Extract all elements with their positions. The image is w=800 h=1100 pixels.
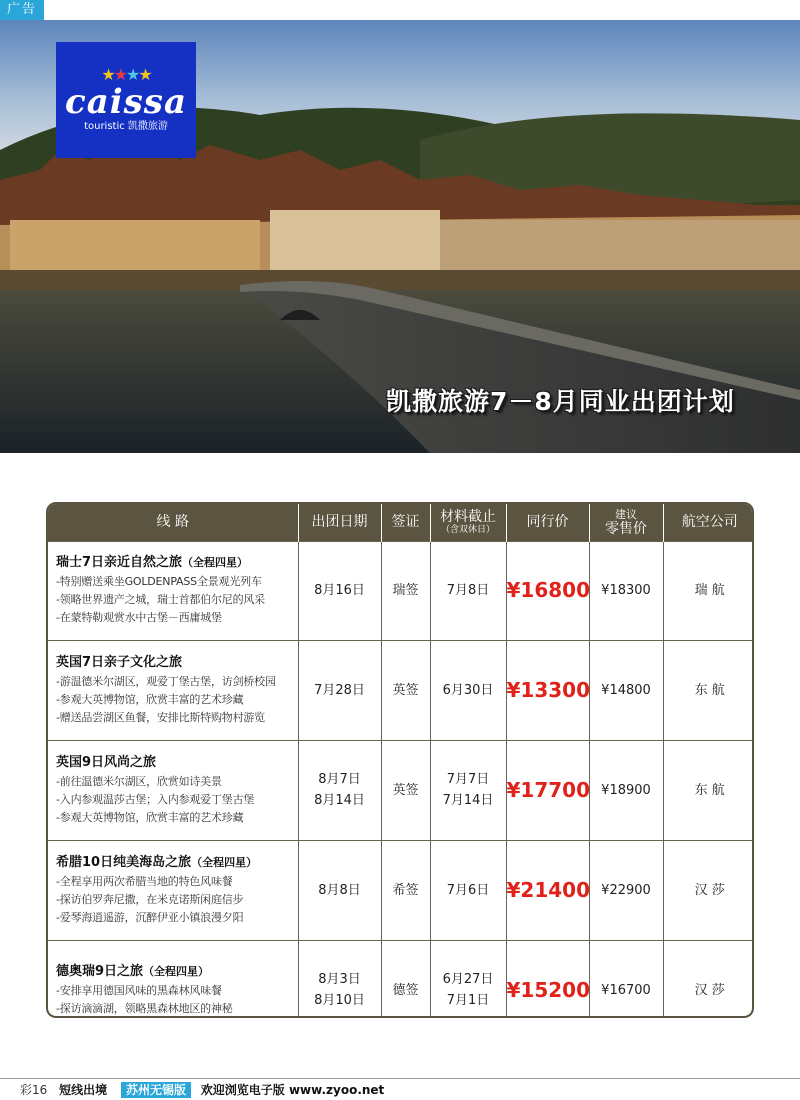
tour-schedule-table — [46, 502, 754, 1018]
header-route: 线 路 — [48, 504, 298, 541]
route-highlight: -探访滴滴湖，领略黑森林地区的神秘 — [56, 1001, 233, 1015]
route-highlight: -特别赠送乘坐GOLDENPASS全景观光列车 — [56, 575, 262, 589]
table-row — [48, 840, 754, 940]
route-highlight: -爱琴海逍遥游，沉醉伊亚小镇浪漫夕阳 — [56, 910, 244, 924]
route-highlight: -全程享用两次希腊当地的特色风味餐 — [56, 874, 233, 888]
airline-cell: 东 航 — [663, 641, 754, 741]
route-grade: （全程四星） — [143, 964, 210, 978]
header-retail-line2: 零售价 — [605, 520, 647, 537]
footer-message: 欢迎浏览电子版 www.zyoo.net — [200, 1083, 385, 1097]
header-deadline-note: （含双休日） — [440, 525, 495, 536]
trade-price-cell: ¥17700 — [506, 741, 589, 841]
header-retail-price — [589, 504, 663, 541]
route-highlight: -领略世界遗产之城，瑞士首都伯尔尼的风采 — [56, 593, 265, 607]
footer-edition-badge: 苏州无锡版 — [121, 1082, 191, 1098]
retail-price-cell: ¥16700 — [589, 940, 663, 1018]
airline-cell: 东 航 — [663, 741, 754, 841]
visa-cell: 英签 — [381, 741, 430, 841]
ad-tag: 广告 — [0, 0, 44, 20]
route-grade: （全程四星） — [191, 855, 258, 869]
logo-sub: touristic 凯撒旅游 — [84, 121, 168, 132]
route-title: 瑞士7日亲近自然之旅 — [56, 555, 183, 571]
route-cell — [48, 840, 298, 940]
depart-date-cell: 7月28日 — [298, 641, 381, 741]
airline-cell: 瑞 航 — [663, 541, 754, 641]
stars-icon: ★★★★ — [101, 65, 151, 84]
visa-cell: 希签 — [381, 840, 430, 940]
route-name — [56, 554, 292, 572]
route-highlight: -游温德米尔湖区，观爱丁堡古堡，访剑桥校园 — [56, 675, 276, 689]
visa-cell: 瑞签 — [381, 541, 430, 641]
hero-banner — [0, 20, 800, 453]
trade-price-cell: ¥21400 — [506, 840, 589, 940]
route-highlight: -参观大英博物馆，欣赏丰富的艺术珍藏 — [56, 810, 244, 824]
route-name — [56, 654, 292, 672]
airline-cell: 汉 莎 — [663, 940, 754, 1018]
header-trade-price: 同行价 — [506, 504, 589, 541]
table-row — [48, 641, 754, 741]
hero-title: 凯撒旅游7－8月同业出团计划 — [386, 387, 735, 416]
route-highlight: -参观大英博物馆，欣赏丰富的艺术珍藏 — [56, 693, 244, 707]
trade-price-cell: ¥16800 — [506, 541, 589, 641]
route-highlight: -探访伯罗奔尼撒，在米克诺斯闲庭信步 — [56, 892, 244, 906]
depart-date-cell: 8月7日 8月14日 — [298, 741, 381, 841]
trade-price-cell: ¥13300 — [506, 641, 589, 741]
deadline-cell: 7月7日 7月14日 — [430, 741, 506, 841]
deadline-cell: 7月6日 — [430, 840, 506, 940]
retail-price-cell: ¥18900 — [589, 741, 663, 841]
retail-price-cell: ¥18300 — [589, 541, 663, 641]
header-deadline-label: 材料截止 — [440, 509, 496, 526]
route-highlight: -安排享用德国风味的黑森林风味餐 — [56, 983, 222, 997]
footer-page-number: 彩16 — [20, 1083, 48, 1097]
route-cell — [48, 541, 298, 641]
route-name — [56, 754, 292, 772]
footer-section: 短线出境 — [59, 1083, 108, 1097]
route-cell — [48, 940, 298, 1018]
route-title: 英国7日亲子文化之旅 — [56, 655, 183, 671]
route-highlight: -前往温德米尔湖区，欣赏如诗美景 — [56, 774, 222, 788]
trade-price-cell: ¥15200 — [506, 940, 589, 1018]
deadline-cell: 7月8日 — [430, 541, 506, 641]
logo-brand: caissa — [65, 82, 187, 122]
retail-price-cell: ¥14800 — [589, 641, 663, 741]
header-visa: 签证 — [381, 504, 430, 541]
depart-date-cell: 8月8日 — [298, 840, 381, 940]
table-row — [48, 741, 754, 841]
deadline-cell: 6月27日 7月1日 — [430, 940, 506, 1018]
route-highlight: -赠送品尝湖区鱼餐，安排比斯特购物村游览 — [56, 711, 265, 725]
route-name — [56, 854, 292, 872]
depart-date-cell: 8月3日 8月10日 — [298, 940, 381, 1018]
route-cell — [48, 741, 298, 841]
route-title: 希腊10日纯美海岛之旅 — [56, 854, 192, 870]
header-depart: 出团日期 — [298, 504, 381, 541]
depart-date-cell: 8月16日 — [298, 541, 381, 641]
header-deadline — [430, 504, 506, 541]
route-title: 英国9日风尚之旅 — [56, 754, 157, 770]
visa-cell: 英签 — [381, 641, 430, 741]
route-highlight: -在蒙特勒观赏水中古堡－西庸城堡 — [56, 611, 222, 625]
route-title: 德奥瑞9日之旅 — [56, 963, 144, 979]
deadline-cell: 6月30日 — [430, 641, 506, 741]
table-row — [48, 541, 754, 641]
table-header-row — [48, 504, 754, 541]
route-highlight: -入内参观温莎古堡；入内参观爱丁堡古堡 — [56, 792, 255, 806]
visa-cell: 德签 — [381, 940, 430, 1018]
route-cell — [48, 641, 298, 741]
route-grade: （全程四星） — [182, 556, 249, 570]
caissa-logo — [56, 42, 196, 158]
airline-cell: 汉 莎 — [663, 840, 754, 940]
header-airline: 航空公司 — [681, 514, 738, 531]
route-name — [56, 963, 292, 981]
table-row — [48, 940, 754, 1018]
header-retail-line1: 建议 — [615, 507, 637, 521]
page-footer — [0, 1078, 800, 1100]
retail-price-cell: ¥22900 — [589, 840, 663, 940]
